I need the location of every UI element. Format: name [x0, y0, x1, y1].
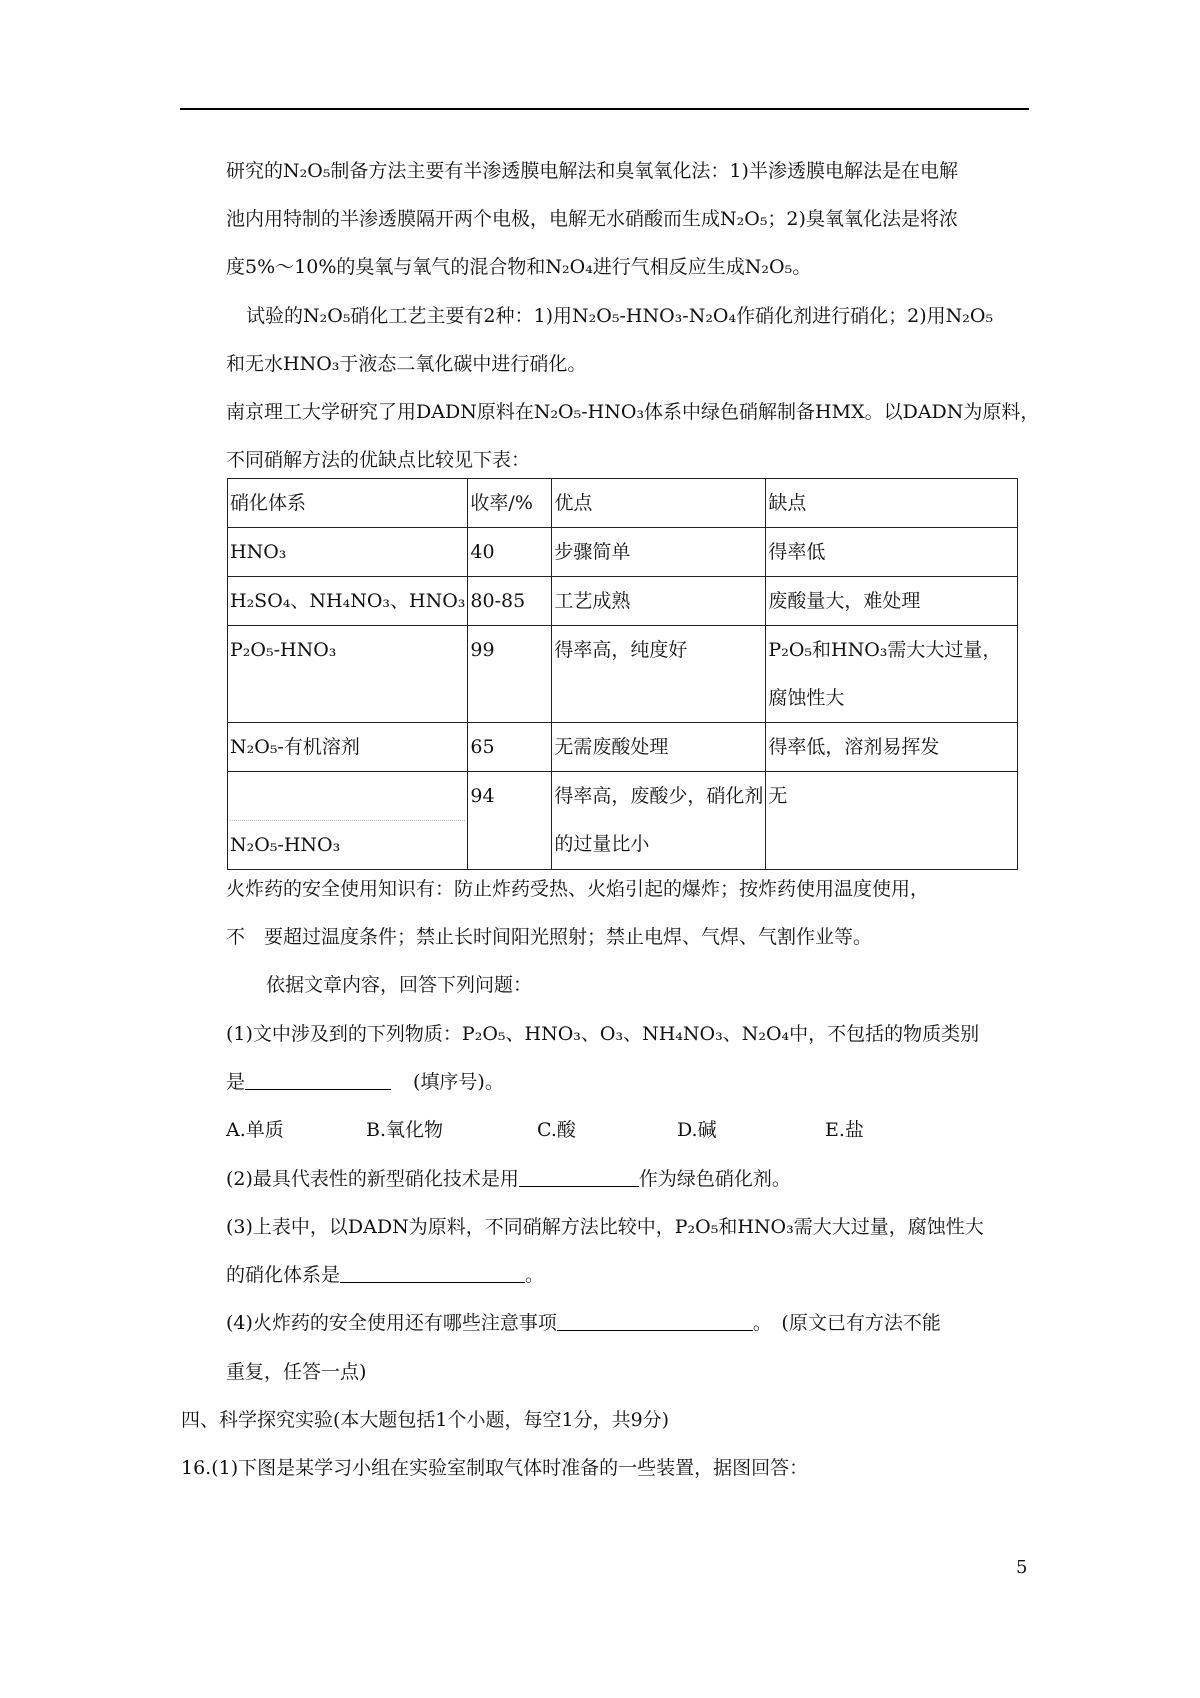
table-cell: 得率高，废酸少，硝化剂的过量比小: [552, 772, 766, 870]
question-1: (1)文中涉及到的下列物质：P₂O₅、HNO₃、O₃、NH₄NO₃、N₂O₄中，不包括的物质类别: [226, 1023, 980, 1045]
table-cell: [228, 772, 468, 870]
table-row: [228, 772, 1018, 870]
question-text: 。 (原文已有方法不能: [752, 1312, 941, 1334]
option-d: D.碱: [677, 1119, 717, 1141]
paragraph-line: 不同硝解方法的优缺点比较见下表：: [226, 449, 531, 471]
section-heading: 四、科学探究实验(本大题包括1个小题，每空1分，共9分): [181, 1409, 670, 1431]
table-cell: 得率高，纯度好: [552, 626, 766, 723]
table-row: [228, 723, 1018, 772]
table-cell: H₂SO₄、NH₄NO₃、HNO₃: [228, 577, 468, 626]
question-3-answer-line: [226, 1262, 544, 1288]
table-cell: 40: [468, 528, 552, 577]
table-row: [228, 528, 1018, 577]
question-text: 是: [226, 1071, 246, 1093]
question-3: (3)上表中，以DADN为原料，不同硝解方法比较中，P₂O₅和HNO₃需大大过量，腐蚀性大: [226, 1216, 984, 1238]
paragraph-line: 南京理工大学研究了用DADN原料在N₂O₅-HNO₃体系中绿色硝解制备HMX。以DADN为原料，: [226, 401, 1040, 423]
paragraph-line: 度5%～10%的臭氧与氧气的混合物和N₂O₄进行气相反应生成N₂O₅。: [226, 256, 812, 278]
comparison-table: [227, 478, 1018, 870]
table-header-cell: 硝化体系: [228, 479, 468, 528]
question-text: (2)最具代表性的新型硝化技术是用: [226, 1168, 519, 1190]
table-cell: 废酸量大，难处理: [766, 577, 1018, 626]
table-cell: P₂O₅和HNO₃需大大过量，腐蚀性大: [766, 626, 1018, 723]
option-c: C.酸: [537, 1119, 576, 1141]
table-cell: 得率低，溶剂易挥发: [766, 723, 1018, 772]
question-2: [226, 1166, 791, 1192]
table-cell: 94: [468, 772, 552, 870]
question-16: 16.(1)下图是某学习小组在实验室制取气体时准备的一些装置，据图回答：: [181, 1457, 809, 1479]
question-text: 。: [525, 1264, 545, 1286]
table-cell: 得率低: [766, 528, 1018, 577]
answer-blank[interactable]: [340, 1264, 525, 1283]
option-e: E.盐: [825, 1119, 864, 1141]
answer-blank[interactable]: [557, 1312, 753, 1331]
table-cell: 步骤简单: [552, 528, 766, 577]
question-1-options: [226, 1117, 864, 1143]
table-cell: 工艺成熟: [552, 577, 766, 626]
table-row: [228, 626, 1018, 723]
table-header-cell: 优点: [552, 479, 766, 528]
table-header-row: [228, 479, 1018, 528]
question-text: 的硝化体系是: [226, 1264, 341, 1286]
table-cell: N₂O₅-有机溶剂: [228, 723, 468, 772]
paragraph-line: 研究的N₂O₅制备方法主要有半渗透膜电解法和臭氧氧化法：1)半渗透膜电解法是在电解: [226, 160, 958, 182]
option-b: B.氧化物: [366, 1119, 444, 1141]
table-cell: 65: [468, 723, 552, 772]
question-4-line-2: 重复，任答一点): [226, 1361, 367, 1383]
header-rule: [180, 108, 1029, 110]
table-cell: 99: [468, 626, 552, 723]
question-1-answer-line: [226, 1069, 504, 1095]
answer-blank[interactable]: [245, 1071, 391, 1090]
answer-blank[interactable]: [519, 1168, 639, 1187]
paragraph-line: 不 要超过温度条件；禁止长时间阳光照射；禁止电焊、气焊、气割作业等。: [226, 926, 873, 948]
table-cell: 80-85: [468, 577, 552, 626]
paragraph-line: 试验的N₂O₅硝化工艺主要有2种：1)用N₂O₅-HNO₃-N₂O₄作硝化剂进行硝化；2)用N₂O₅: [246, 305, 994, 327]
paragraph-line: 火炸药的安全使用知识有：防止炸药受热、火焰引起的爆炸；按炸药使用温度使用，: [226, 878, 930, 900]
table-cell-text: N₂O₅-HNO₃: [230, 834, 341, 856]
paragraph-line: 依据文章内容，回答下列问题：: [266, 974, 533, 996]
question-text: (4)火炸药的安全使用还有哪些注意事项: [226, 1312, 557, 1334]
table-cell: HNO₃: [228, 528, 468, 577]
paragraph-line: 和无水HNO₃于液态二氧化碳中进行硝化。: [226, 353, 587, 375]
question-4: [226, 1310, 941, 1336]
table-cell: 无: [766, 772, 1018, 870]
page-number: 5: [1016, 1557, 1028, 1578]
option-a: A.单质: [226, 1119, 284, 1141]
question-text: 作为绿色硝化剂。: [638, 1168, 791, 1190]
question-text: (填序号)。: [413, 1071, 504, 1093]
paragraph-line: 池内用特制的半渗透膜隔开两个电极，电解无水硝酸而生成N₂O₅；2)臭氧氧化法是将浓: [226, 208, 958, 230]
table-header-cell: 缺点: [766, 479, 1018, 528]
table-cell: P₂O₅-HNO₃: [228, 626, 468, 723]
table-header-cell: 收率/%: [468, 479, 552, 528]
table-row: [228, 577, 1018, 626]
table-cell: 无需废酸处理: [552, 723, 766, 772]
